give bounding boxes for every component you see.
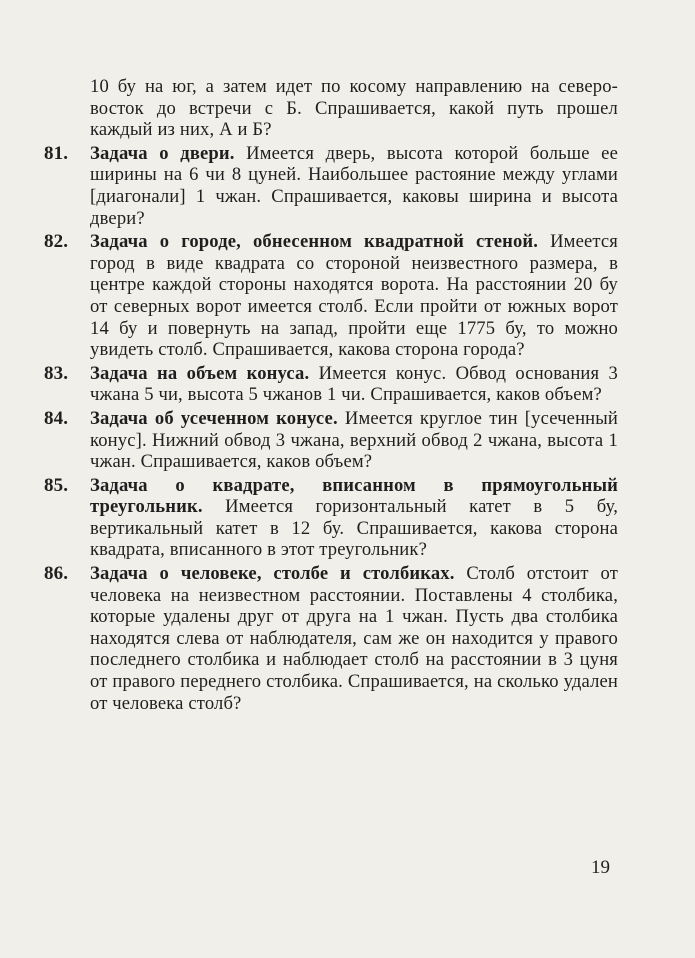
problem-body: Имеется круглое тин [усеченный конус]. Нижний обвод 3 чжана, верхний обвод 2 чжана, высота 1 чжан. Спрашивается, каков объем? (90, 407, 619, 473)
problem-body: Имеется город в виде квадрата со стороной неизвестного размера, в центре каждой стороны находятся ворота. На расстоянии 20 бу от северных ворот имеется столб. Если пройти от южных ворот 14 бу и повернуть на запад, пройти еще 1775 бу, то можно увидеть столб. Спрашивается, какова сторона города? (90, 231, 618, 361)
problem-number: 85. (44, 474, 69, 496)
problem-title: Задача о человеке, столбе и столбиках. (90, 563, 467, 585)
page-text (44, 76, 618, 714)
problem-number: 84. (44, 407, 69, 429)
problem-body: Имеется дверь, высота которой больше ее ширины на 6 чи 8 цуней. Наибольшее растояние между углами [диагонали] 1 чжан. Спрашивается, каковы ширина и высота двери? (90, 142, 618, 229)
problem-number: 82. (44, 231, 69, 253)
problem-81 (44, 143, 618, 229)
problem-title: Задача о городе, обнесенном квадратной стеной. (90, 231, 551, 253)
problem-title: Задача о квадрате, вписанном в прямоугольный треугольник. (90, 474, 618, 518)
problem-title: Задача на объем конуса. (90, 362, 319, 384)
problem-number: 83. (44, 362, 69, 384)
problem-body: Имеется конус. Обвод основания 3 чжана 5 чи, высота 5 чжанов 1 чи. Спрашивается, каков объем? (90, 362, 618, 406)
problem-number: 86. (44, 563, 69, 585)
problem-82 (44, 231, 618, 361)
page-number: 19 (591, 857, 610, 878)
problem-title: Задача об усеченном конусе. (90, 407, 345, 429)
problem-84 (44, 408, 618, 473)
problem-number: 81. (44, 142, 69, 164)
problem-body: Имеется горизонтальный катет в 5 бу, вертикальный катет в 12 бу. Спрашивается, какова сторона квадрата, вписанного в этот треугольник? (90, 496, 618, 561)
problem-title: Задача о двери. (90, 142, 247, 164)
problem-85 (44, 475, 618, 561)
continued-paragraph: 10 бу на юг, а затем идет по косому направлению на северо-восток до встречи с Б. Спрашивается, какой путь прошел каждый из них, А и Б? (90, 76, 618, 141)
problem-86 (44, 563, 618, 714)
problem-body: Столб отстоит от человека на неизвестном расстоянии. Поставлены 4 столбика, которые удалены друг от друга на 1 чжан. Пусть два столбика находятся слева от наблюдателя, сам же он находится у правого последнего столбика и наблюдает столб на расстоянии в 3 цуня от правого переднего столбика. Спрашивается, на сколько удален от человека столб? (90, 563, 618, 714)
problem-83 (44, 363, 618, 406)
